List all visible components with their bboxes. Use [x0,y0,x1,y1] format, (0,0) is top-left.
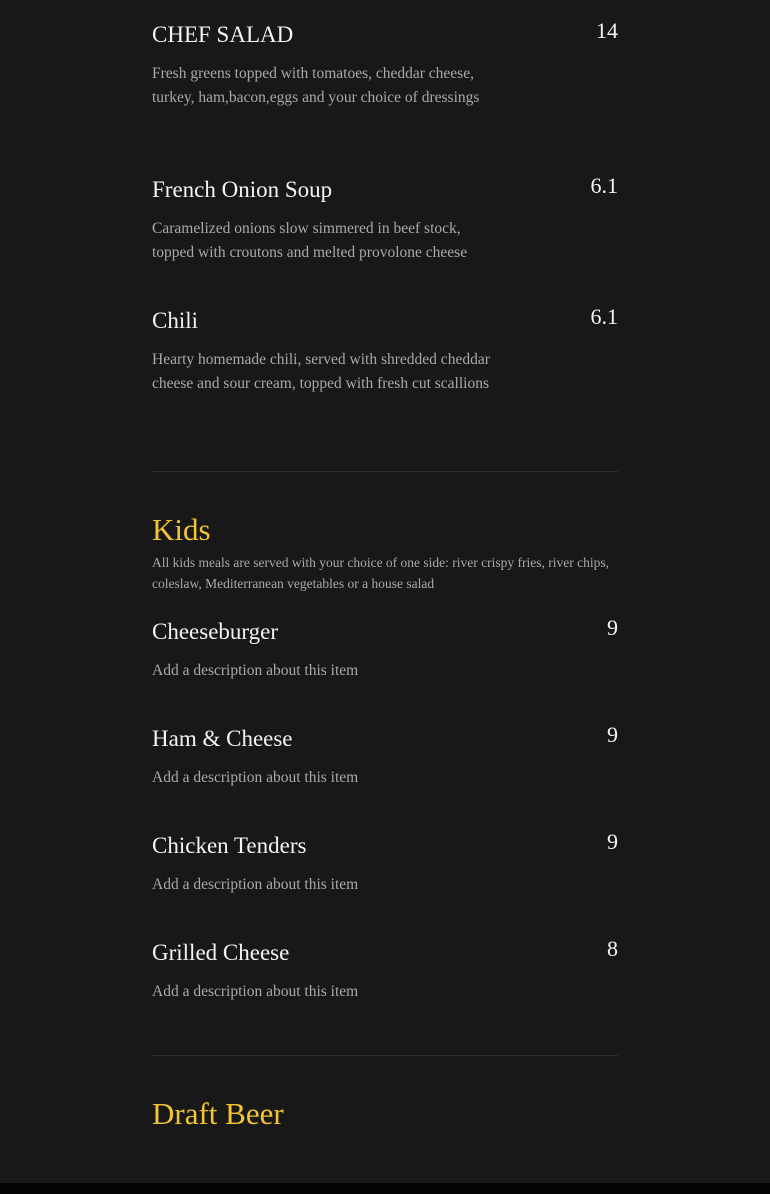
item-name: CHEF SALAD [152,22,294,47]
item-name: Grilled Cheese [152,940,290,965]
section-divider [152,1055,618,1056]
item-name: Ham & Cheese [152,726,293,751]
item-price: 6.1 [590,173,618,198]
item-name: Chicken Tenders [152,833,307,858]
item-price: 9 [607,722,618,747]
item-description: Hearty homemade chili, served with shredded cheddar cheese and sour cream, topped with fresh cut scallions [152,351,490,392]
item-description: Add a description about this item [152,983,359,1000]
item-description: Fresh greens topped with tomatoes, cheddar cheese, turkey, ham,bacon,eggs and your choice of dressings [152,65,480,106]
item-description: Add a description about this item [152,769,359,786]
item-description: Add a description about this item [152,662,359,679]
section-note-kids: All kids meals are served with your choice of one side: river crispy fries, river chips, coleslaw, Mediterranean vegetables or a house salad [152,555,609,591]
item-name: French Onion Soup [152,177,333,202]
item-name: Cheeseburger [152,619,279,644]
item-price: 9 [607,829,618,854]
page-bottom-bar [0,1183,770,1194]
item-price: 8 [607,936,618,961]
item-name: Chili [152,308,199,333]
menu-page [152,0,618,1183]
item-description: Caramelized onions slow simmered in beef stock, topped with croutons and melted provolone cheese [152,220,468,261]
item-description: Add a description about this item [152,876,359,893]
section-title-kids: Kids [152,512,211,547]
section-divider [152,471,618,472]
item-price: 9 [607,615,618,640]
item-price: 14 [596,18,618,43]
item-price: 6.1 [590,304,618,329]
section-title-draft-beer: Draft Beer [152,1096,284,1131]
